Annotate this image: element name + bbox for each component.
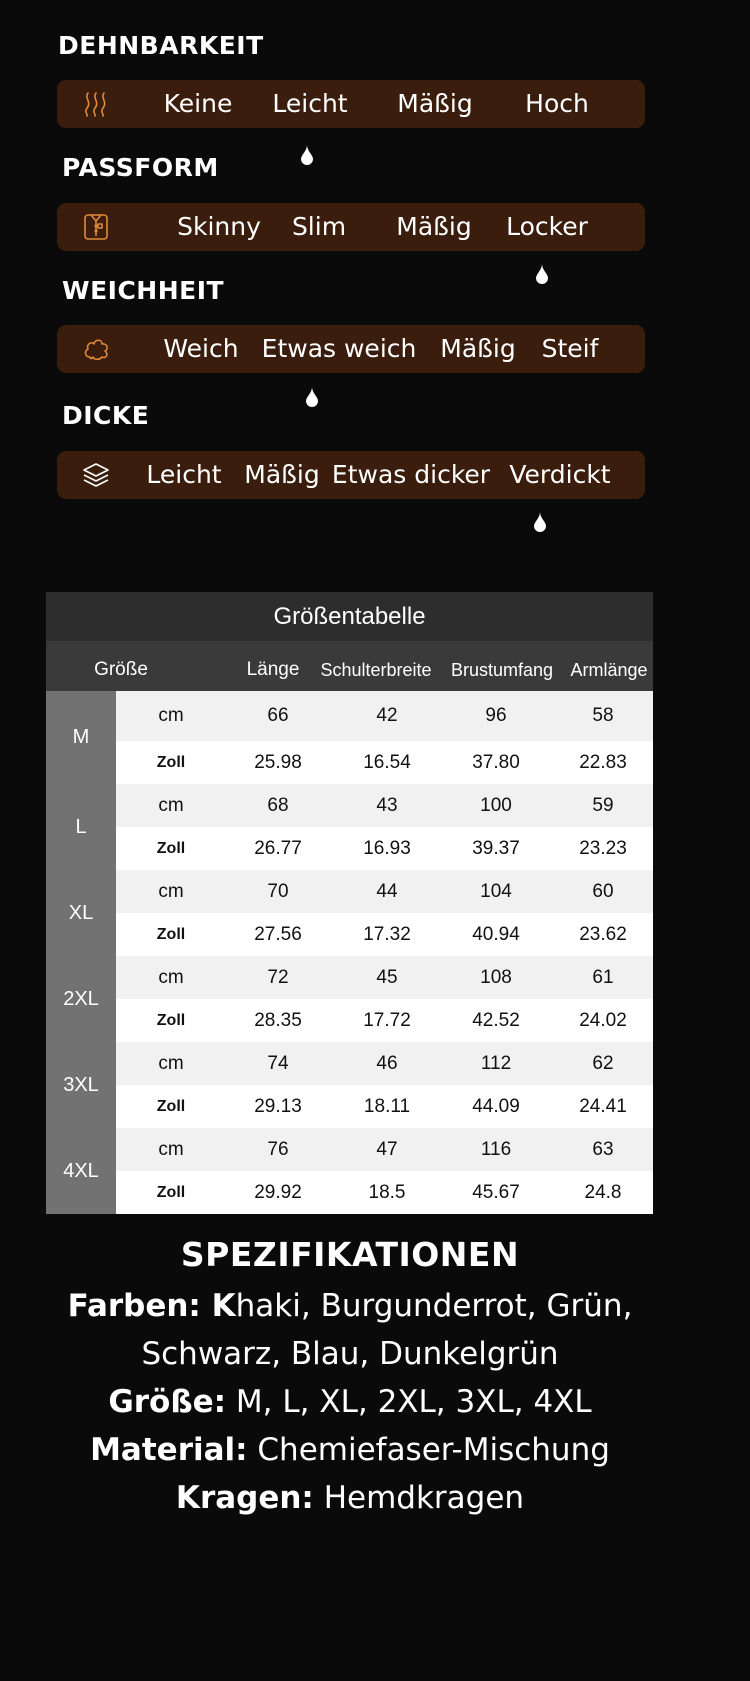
- table-cell: 108: [480, 967, 512, 988]
- table-cell: 27.56: [254, 924, 302, 945]
- option-leicht: Leicht: [146, 460, 222, 489]
- option-steif: Steif: [541, 334, 599, 363]
- table-cell: 61: [592, 967, 614, 988]
- spec-colors-line-1: [0, 1282, 700, 1330]
- table-row: [116, 956, 653, 999]
- size-label: 2XL: [46, 956, 116, 1042]
- header-sleeve: Armlänge: [570, 660, 648, 680]
- spec-material-value: Chemiefaser-Mischung: [247, 1432, 610, 1468]
- option-slim: Slim: [291, 212, 347, 241]
- table-cell: 44.09: [472, 1096, 520, 1117]
- size-group: [46, 870, 653, 956]
- table-row: [116, 827, 653, 870]
- table-cell: 60: [592, 881, 614, 902]
- spec-collar-line: [0, 1474, 700, 1522]
- size-table: [46, 592, 653, 1214]
- unit-label: Zoll: [156, 1184, 186, 1201]
- option-hoch: Hoch: [525, 89, 589, 118]
- option-keine: Keine: [163, 89, 233, 118]
- option-etwas-weich: Etwas weich: [261, 334, 417, 363]
- size-table-title: Größentabelle: [46, 592, 653, 641]
- unit-label: Zoll: [156, 1098, 186, 1115]
- unit-label: Zoll: [156, 926, 186, 943]
- table-cell: 24.41: [579, 1096, 627, 1117]
- table-row: [116, 870, 653, 913]
- attribute-bar-dicke: [57, 451, 645, 499]
- table-cell: 72: [267, 967, 289, 988]
- unit-label: Zoll: [156, 1012, 186, 1029]
- specs-title: SPEZIFIKATIONEN: [180, 1235, 520, 1274]
- table-cell: 45: [376, 967, 398, 988]
- table-row: [116, 1171, 653, 1214]
- spec-colors-value-1: haki, Burgunderrot, Grün,: [235, 1288, 633, 1324]
- table-cell: 28.35: [254, 1010, 302, 1031]
- attribute-title-dicke: DICKE: [62, 401, 150, 430]
- table-cell: 44: [376, 881, 398, 902]
- table-cell: 63: [592, 1139, 614, 1160]
- table-cell: 17.32: [363, 924, 411, 945]
- table-row: [116, 913, 653, 956]
- option-leicht: Leicht: [272, 89, 348, 118]
- option-skinny: Skinny: [177, 212, 261, 241]
- table-cell: 62: [592, 1053, 614, 1074]
- unit-label: cm: [158, 1053, 184, 1074]
- unit-label: cm: [158, 881, 184, 902]
- attribute-title-passform: PASSFORM: [62, 153, 219, 182]
- layers-icon: [81, 460, 111, 490]
- option-massig: Mäßig: [440, 334, 516, 363]
- spec-material-line: [0, 1426, 700, 1474]
- table-cell: 18.11: [363, 1096, 411, 1117]
- table-cell: 24.02: [579, 1010, 627, 1031]
- table-row: [116, 1128, 653, 1171]
- spec-size-label: Größe:: [108, 1384, 227, 1420]
- spec-collar-label: Kragen:: [175, 1480, 314, 1516]
- table-cell: 45.67: [472, 1182, 520, 1203]
- spec-size-value: M, L, XL, 2XL, 3XL, 4XL: [226, 1384, 592, 1420]
- unit-label: Zoll: [156, 840, 186, 857]
- header-size: Größe: [94, 659, 148, 680]
- option-massig: Mäßig: [244, 460, 320, 489]
- size-label: XL: [46, 870, 116, 956]
- selected-marker-icon: [300, 145, 314, 165]
- table-cell: 42: [376, 705, 398, 726]
- option-locker: Locker: [506, 212, 588, 241]
- table-row: [116, 1085, 653, 1128]
- spec-size-line: [0, 1378, 700, 1426]
- table-row: [116, 691, 653, 741]
- size-label: M: [46, 691, 116, 784]
- table-cell: 25.98: [254, 752, 302, 773]
- table-cell: 70: [267, 881, 289, 902]
- size-label: L: [46, 784, 116, 870]
- table-cell: 76: [267, 1139, 289, 1160]
- size-group: [46, 1042, 653, 1128]
- table-cell: 24.8: [584, 1182, 622, 1203]
- table-cell: 23.23: [579, 838, 627, 859]
- table-cell: 59: [592, 795, 614, 816]
- table-row: [116, 784, 653, 827]
- table-cell: 42.52: [472, 1010, 520, 1031]
- unit-label: cm: [158, 1139, 184, 1160]
- spec-material-label: Material:: [90, 1432, 248, 1468]
- table-cell: 46: [376, 1053, 398, 1074]
- attribute-title-weichheit: WEICHHEIT: [62, 276, 225, 305]
- selected-marker-icon: [305, 387, 319, 407]
- unit-label: cm: [158, 795, 184, 816]
- attribute-title-dehnbarkeit: DEHNBARKEIT: [58, 31, 264, 60]
- size-label: 4XL: [46, 1128, 116, 1214]
- size-group: [46, 784, 653, 870]
- header-length: Länge: [246, 659, 300, 680]
- attribute-bar-passform: [57, 203, 645, 251]
- table-cell: 68: [267, 795, 289, 816]
- attribute-bar-dehnbarkeit: [57, 80, 645, 128]
- table-cell: 43: [376, 795, 398, 816]
- table-row: [116, 741, 653, 784]
- table-cell: 26.77: [254, 838, 302, 859]
- size-group: [46, 1128, 653, 1214]
- table-cell: 22.83: [579, 752, 627, 773]
- table-cell: 29.92: [254, 1182, 302, 1203]
- unit-label: cm: [158, 967, 184, 988]
- specifications: [0, 1232, 700, 1522]
- table-cell: 39.37: [472, 838, 520, 859]
- table-row: [116, 999, 653, 1042]
- table-cell: 29.13: [254, 1096, 302, 1117]
- size-group: [46, 956, 653, 1042]
- selected-marker-icon: [533, 512, 547, 532]
- table-cell: 37.80: [472, 752, 520, 773]
- unit-label: cm: [158, 705, 184, 726]
- shirt-icon: [81, 212, 111, 242]
- table-row: [116, 1042, 653, 1085]
- table-cell: 40.94: [472, 924, 520, 945]
- spec-colors-value-2: Schwarz, Blau, Dunkelgrün: [141, 1336, 559, 1372]
- option-massig: Mäßig: [396, 212, 472, 241]
- table-cell: 16.54: [363, 752, 411, 773]
- table-cell: 96: [485, 705, 507, 726]
- table-cell: 104: [480, 881, 512, 902]
- table-cell: 18.5: [368, 1182, 406, 1203]
- option-massig: Mäßig: [397, 89, 473, 118]
- selected-marker-icon: [535, 264, 549, 284]
- table-cell: 23.62: [579, 924, 627, 945]
- table-cell: 47: [376, 1139, 398, 1160]
- option-etwas-dicker: Etwas dicker: [331, 460, 491, 489]
- attribute-bar-weichheit: [57, 325, 645, 373]
- unit-label: Zoll: [156, 754, 186, 771]
- size-label: 3XL: [46, 1042, 116, 1128]
- table-cell: 116: [480, 1139, 512, 1160]
- cloud-icon: [81, 334, 111, 364]
- option-weich: Weich: [163, 334, 239, 363]
- table-cell: 17.72: [363, 1010, 411, 1031]
- table-cell: 66: [267, 705, 289, 726]
- header-chest: Brustumfang: [450, 660, 554, 680]
- table-cell: 100: [480, 795, 512, 816]
- table-cell: 58: [592, 705, 614, 726]
- header-shoulder: Schulterbreite: [320, 660, 432, 680]
- table-cell: 112: [480, 1053, 512, 1074]
- table-cell: 74: [267, 1053, 289, 1074]
- table-cell: 16.93: [363, 838, 411, 859]
- spec-colors-label: Farben: K: [67, 1288, 236, 1324]
- heat-waves-icon: [81, 89, 111, 119]
- size-table-header: [46, 641, 653, 691]
- size-group: [46, 691, 653, 784]
- size-table-body: [46, 691, 653, 1214]
- option-verdickt: Verdickt: [509, 460, 611, 489]
- spec-collar-value: Hemdkragen: [313, 1480, 525, 1516]
